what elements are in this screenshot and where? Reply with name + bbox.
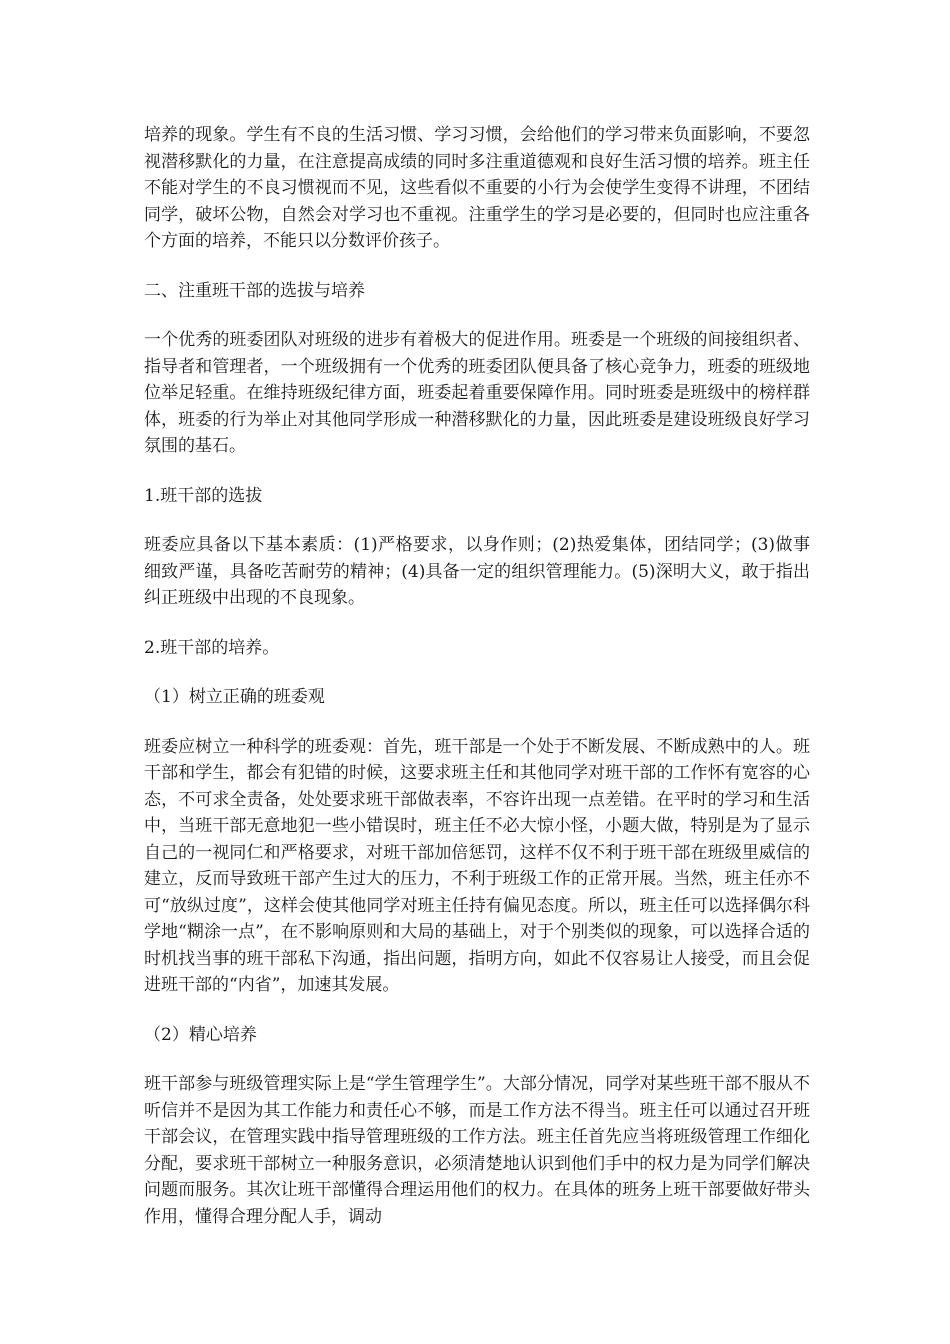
section-heading: 二、注重班干部的选拔与培养 [144,280,365,301]
body-paragraph: 班委应具备以下基本素质：(1)严格要求，以身作则；(2)热爱集体，团结同学；(3)做事细致严谨，具备吃苦耐劳的精神；(4)具备一定的组织管理能力。(5)深明大义，敢于指出纠正班级中出现的不良现象。 [144,535,810,608]
subsection-heading: 2.班干部的培养。 [144,637,280,658]
body-paragraph: 班委应树立一种科学的班委观：首先，班干部是一个处于不断发展、不断成熟中的人。班干部和学生，都会有犯错的时候，这要求班主任和其他同学对班干部的工作怀有宽容的心态，不可求全责备，处处要求班干部做表率，不容许出现一点差错。在平时的学习和生活中，当班干部无意地犯一些小错误时，班主任不必大惊小怪，小题大做，特别是为了显示自己的一视同仁和严格要求，对班干部加倍惩罚，这样不仅不利于班干部在班级里威信的建立，反而导致班干部产生过大的压力，不利于班级工作的正常开展。当然，班主任亦不可“放纵过度”，这样会使其他同学对班主任持有偏见态度。所以，班主任可以选择偶尔科学地“糊涂一点”，在不影响原则和大局的基础上，对于个别类似的现象，可以选择合适的时机找当事的班干部私下沟通，指出问题，指明方向，如此不仅容易让人接受，而且会促进班干部的“内省”，加速其发展。 [144,736,810,995]
body-paragraph: 一个优秀的班委团队对班级的进步有着极大的促进作用。班委是一个班级的间接组织者、指导者和管理者，一个班级拥有一个优秀的班委团队便具备了核心竞争力，班委的班级地位举足轻重。在维持班级纪律方面，班委起着重要保障作用。同时班委是班级中的榜样群体，班委的行为举止对其他同学形成一种潜移默化的力量，因此班委是建设班级良好学习氛围的基石。 [144,330,810,456]
body-paragraph: 班干部参与班级管理实际上是“学生管理学生”。大部分情况，同学对某些班干部不服从不听信并不是因为其工作能力和责任心不够，而是工作方法不得当。班主任可以通过召开班干部会议，在管理实践中指导管理班级的工作方法。班主任首先应当将班级管理工作细化分配，要求班干部树立一种服务意识，必须清楚地认识到他们手中的权力是为同学们解决问题而服务。其次让班干部懂得合理运用他们的权力。在具体的班务上班干部要做好带头作用，懂得合理分配人手，调动 [144,1074,810,1227]
subsection-heading: 1.班干部的选拔 [144,485,263,506]
sub-subsection-heading: （2）精心培养 [144,1024,257,1045]
sub-subsection-heading: （1）树立正确的班委观 [144,687,325,707]
document-page [144,122,810,1253]
body-paragraph: 培养的现象。学生有不良的生活习惯、学习习惯，会给他们的学习带来负面影响，不要忽视潜移默化的力量，在注意提高成绩的同时多注重道德观和良好生活习惯的培养。班主任不能对学生的不良习惯视而不见，这些看似不重要的小行为会使学生变得不讲理，不团结同学，破坏公物，自然会对学习也不重视。注重学生的学习是必要的，但同时也应注重各个方面的培养，不能只以分数评价孩子。 [144,125,810,251]
